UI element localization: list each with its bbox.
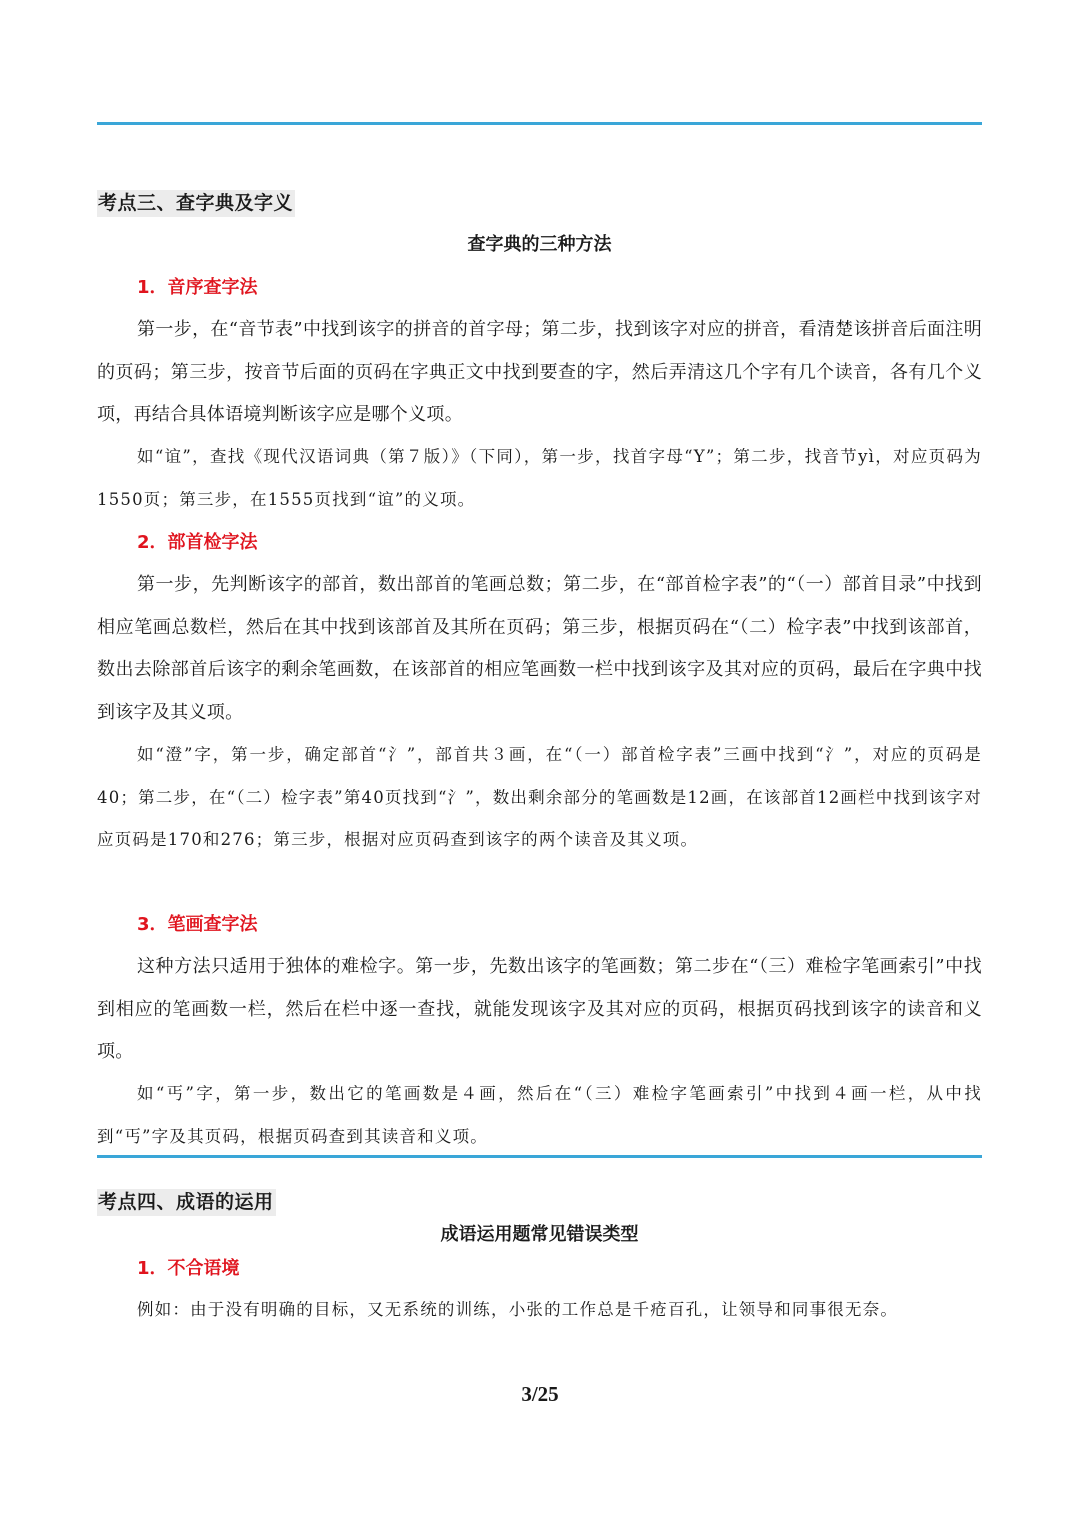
method2-example: 如“澄”字，第一步，确定部首“氵”，部首共３画，在“（一）部首检字表”三画中找到“氵”，对应的页码是40；第二步，在“（二）检字表”第40页找到“氵”，数出剩余部分的笔画数是12画，在该部首12画栏中找到该字对应页码是170和276；第三步，根据对应页码查到该字的两个读音及其义项。 — [97, 745, 982, 849]
method1-body: 第一步，在“音节表”中找到该字的拼音的首字母；第二步，找到该字对应的拼音，看清楚该拼音后面注明的页码；第三步，按音节后面的页码在字典正文中找到要查的字，然后弄清这几个字有几个读音，各有几个义项，再结合具体语境判断该字应是哪个义项。 — [97, 319, 982, 425]
section4-center-title: 成语运用题常见错误类型 — [440, 1224, 639, 1245]
method2-body: 第一步，先判断该字的部首，数出部首的笔画总数；第二步，在“部首检字表”的“（一）部首目录”中找到相应笔画总数栏，然后在其中找到该部首及其所在页码；第三步，根据页码在“（二）检字表”中找到该部首，数出去除部首后该字的剩余笔画数，在该部首的相应笔画数一栏中找到该字及其对应的页码，最后在字典中找到该字及其义项。 — [97, 574, 982, 723]
page-number: 3/25 — [521, 1382, 559, 1406]
section4-title: 考点四、成语的运用 — [97, 1189, 276, 1216]
section3-title: 考点三、查字典及字义 — [97, 190, 295, 217]
item1-heading: 1．不合语境 — [137, 1258, 240, 1279]
middle-divider — [97, 1155, 982, 1158]
method3-example: 如“丐”字，第一步，数出它的笔画数是４画，然后在“（三）难检字笔画索引”中找到４画一栏，从中找到“丐”字及其页码，根据页码查到其读音和义项。 — [97, 1084, 982, 1146]
method3-heading: 3．笔画查字法 — [137, 914, 258, 935]
method1-heading: 1．音序查字法 — [137, 277, 258, 298]
method2-heading: 2．部首检字法 — [137, 532, 258, 553]
item1-example: 例如：由于没有明确的目标，又无系统的训练，小张的工作总是千疮百孔，让领导和同事很无奈。 — [137, 1300, 899, 1319]
method3-body: 这种方法只适用于独体的难检字。第一步，先数出该字的笔画数；第二步在“（三）难检字笔画索引”中找到相应的笔画数一栏，然后在栏中逐一查找，就能发现该字及其对应的页码，根据页码找到该字的读音和义项。 — [97, 956, 982, 1062]
top-divider — [97, 122, 982, 125]
section3-center-title: 查字典的三种方法 — [467, 234, 612, 255]
method1-example: 如“谊”，查找《现代汉语词典（第７版）》（下同），第一步，找首字母“Y”；第二步，找音节yì，对应页码为1550页；第三步，在1555页找到“谊”的义项。 — [97, 447, 982, 509]
